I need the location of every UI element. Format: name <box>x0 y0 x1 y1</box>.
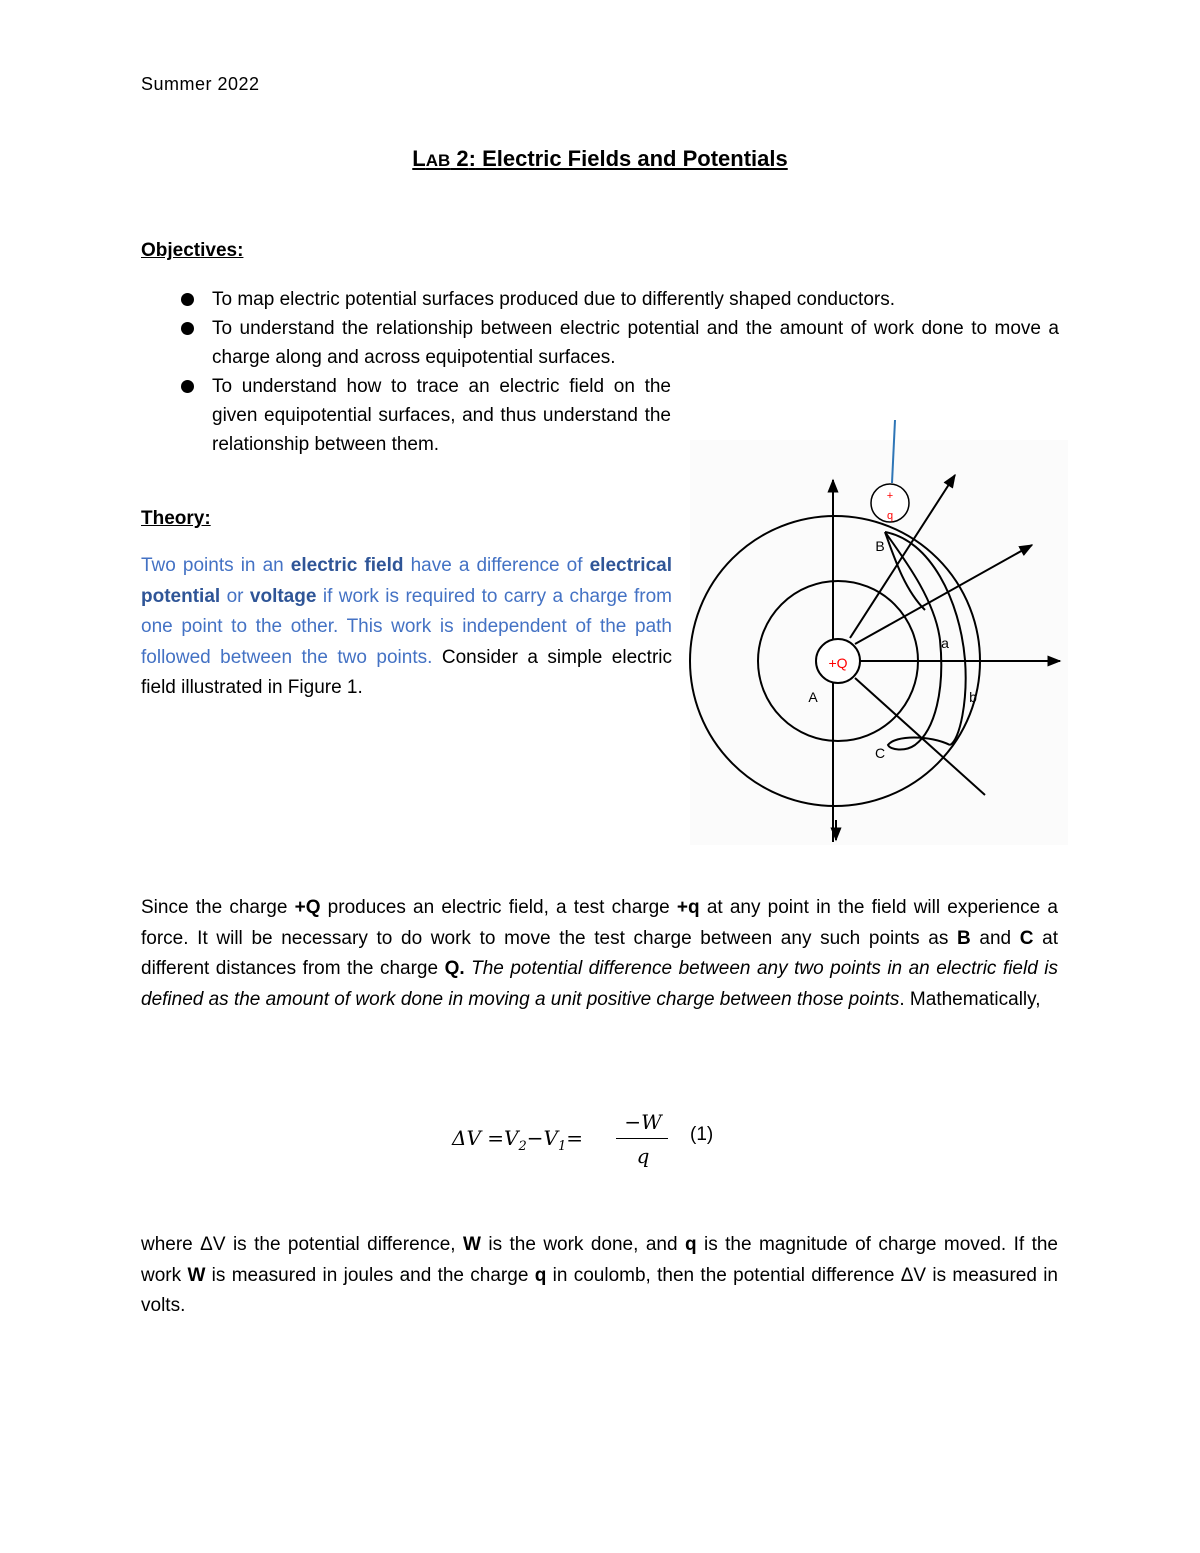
text: is measured in joules and the charge <box>205 1264 535 1286</box>
theory-paragraph <box>141 551 672 704</box>
definition-italic: The potential difference between any two points in an electric field is defined as the amount of work done in moving a unit positive charge between those points <box>141 958 1058 1010</box>
text: at any point in the field will experience a force. It will be necessary to do work to move the test charge between any such points as <box>141 897 1058 949</box>
label-test-plus: + <box>886 490 894 502</box>
paragraph-force <box>141 893 1058 1015</box>
theory-text: have a difference of <box>403 555 590 576</box>
eq-equals: = <box>566 1126 583 1150</box>
eq-sub1: 1 <box>557 1139 567 1154</box>
bold-term: +Q <box>294 897 321 918</box>
bold-term: B <box>956 927 971 949</box>
title-number: 2 <box>450 146 469 171</box>
paragraph-definitions <box>141 1230 1058 1322</box>
label-b: b <box>969 689 977 705</box>
bold-term: W <box>462 1234 481 1255</box>
page-title <box>0 146 1200 172</box>
theory-text: Consider a simple electric field illustrated in Figure 1. <box>141 646 672 698</box>
text: . Mathematically, <box>899 988 1041 1010</box>
label-B: B <box>875 538 885 554</box>
equation-number: (1) <box>690 1124 714 1145</box>
label-plus-Q: +Q <box>828 655 848 671</box>
term-electrical-potential: electrical potential <box>141 555 672 607</box>
bold-term: +q <box>676 897 700 918</box>
text: is the magnitude of charge moved. If the work <box>141 1234 1059 1286</box>
theory-text: if work is required to carry a charge from one point to the other. This work is independent of the path followed between the two points. <box>141 585 672 668</box>
title-rest: Electric Fields and Potentials <box>475 146 788 171</box>
eq-sub2: 2 <box>518 1139 527 1154</box>
eq-denominator: q <box>636 1144 650 1168</box>
eq-lhs: ΔV =V <box>452 1126 519 1150</box>
objective-item: To map electric potential surfaces produced due to differently shaped conductors. <box>141 285 1059 314</box>
term-voltage: voltage <box>249 585 317 607</box>
figure-1-diagram <box>680 415 1070 855</box>
text: produces an electric field, a test charge <box>320 897 677 918</box>
eq-fraction-bar <box>616 1138 668 1139</box>
objectives-heading: Objectives: <box>141 240 244 261</box>
title-prefix: L <box>412 146 426 171</box>
text: and <box>970 927 1020 949</box>
title-small-caps: AB <box>425 151 451 170</box>
bold-term: W <box>187 1264 206 1286</box>
text: where ΔV is the potential difference, <box>141 1234 463 1255</box>
label-a: a <box>941 635 949 651</box>
label-A: A <box>808 689 818 705</box>
text: Since the charge <box>141 897 295 918</box>
eq-minus: −V <box>526 1126 558 1150</box>
page-header: Summer 2022 <box>141 74 260 94</box>
term-electric-field: electric field <box>290 555 404 576</box>
eq-numerator: −W <box>624 1110 662 1134</box>
text: at different distances from the charge <box>141 927 1058 979</box>
bold-term: Q. <box>444 958 465 979</box>
objective-item: To understand how to trace an electric field on the given equipotential surfaces, and thus understand the relationship between them. <box>141 372 1059 459</box>
label-test-q: q <box>886 510 894 522</box>
theory-text: or <box>220 585 250 607</box>
bold-term: C <box>1019 927 1034 949</box>
title-sep: : <box>468 146 476 171</box>
objective-item: To understand the relationship between electric potential and the amount of work done to move a charge along and across equipotential surfaces. <box>141 314 1059 372</box>
theory-text: Two points in an <box>141 555 291 576</box>
text: is the work done, and <box>480 1234 685 1255</box>
bold-term: q <box>534 1264 547 1286</box>
bold-term: q <box>684 1234 697 1255</box>
theory-heading: Theory: <box>141 508 211 529</box>
label-C: C <box>874 745 886 761</box>
text: in coulomb, then the potential difference ΔV is measured in volts. <box>141 1264 1058 1316</box>
